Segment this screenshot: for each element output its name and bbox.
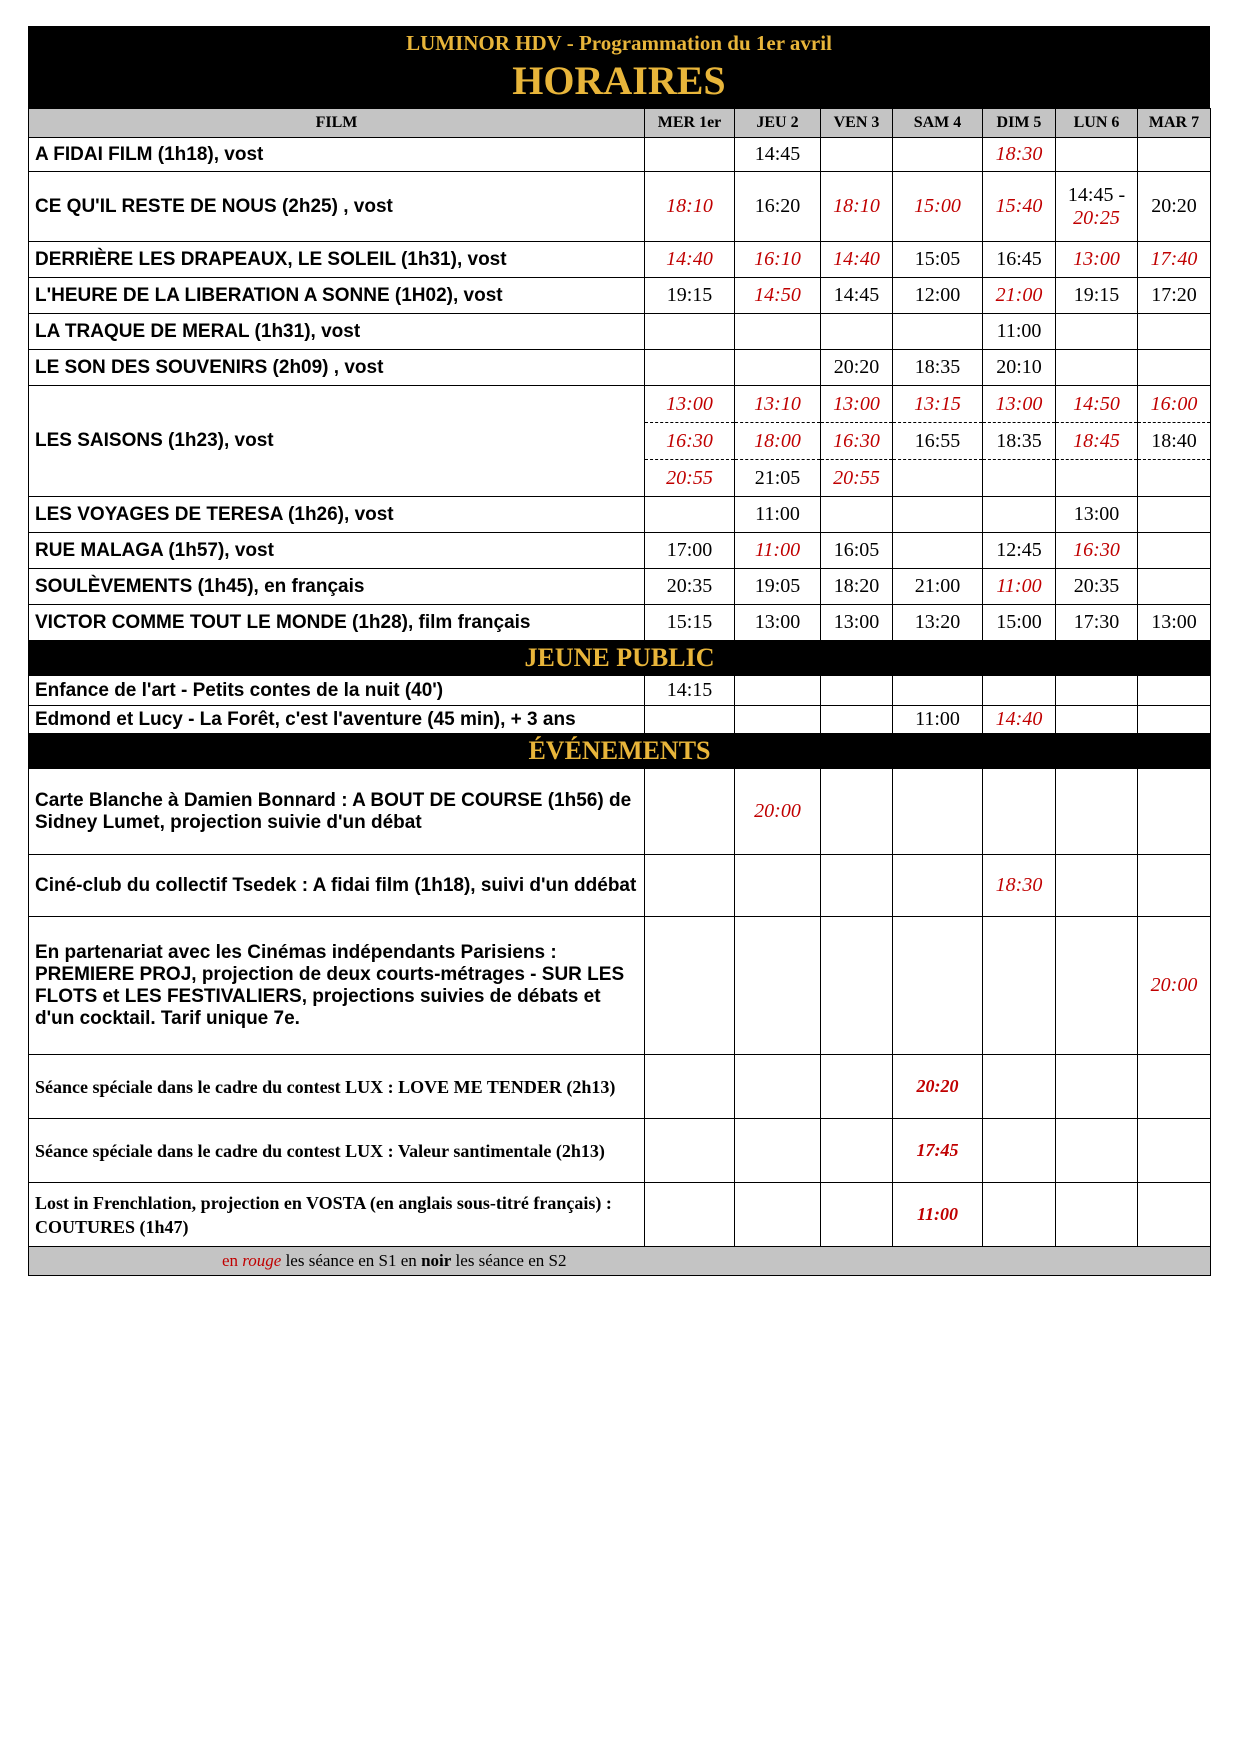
- showtime-cell: [893, 676, 983, 706]
- showtime-cell: [983, 172, 1056, 242]
- table-row: [29, 350, 1211, 386]
- showtime: [983, 460, 1055, 496]
- table-row: [29, 706, 1211, 734]
- showtime: 11:00: [755, 503, 800, 525]
- showtime-cell: [1138, 314, 1211, 350]
- header-title: HORAIRES: [512, 58, 726, 103]
- showtime-cell: [983, 350, 1056, 386]
- showtime-cell: [1056, 1119, 1138, 1183]
- showtime-cell: [983, 676, 1056, 706]
- showtime-cell: [893, 1183, 983, 1247]
- showtime: 14:45: [833, 284, 880, 306]
- showtime-cell: [735, 138, 821, 172]
- showtime-cell: [1138, 497, 1211, 533]
- showtime: 15:05: [914, 248, 961, 270]
- col-dim: DIM 5: [983, 109, 1056, 138]
- showtime-cell: [893, 569, 983, 605]
- showtime-cell: [735, 386, 821, 497]
- showtime-cell: [645, 533, 735, 569]
- showtime-cell: [1056, 242, 1138, 278]
- showtime: 11:00: [915, 708, 960, 730]
- table-row: [29, 172, 1211, 242]
- table-row: [29, 1183, 1211, 1247]
- showtime-cell: [821, 314, 893, 350]
- film-title: LA TRAQUE DE MERAL (1h31), vost: [29, 314, 645, 350]
- table-row: [29, 314, 1211, 350]
- showtime: 13:00: [754, 611, 801, 633]
- showtime: 14:40: [833, 248, 880, 270]
- legend-noir: noir: [421, 1251, 452, 1270]
- evenements-section: [29, 734, 1211, 769]
- showtime-cell: [893, 386, 983, 497]
- showtime: 16:30: [645, 423, 734, 460]
- table-row: [29, 533, 1211, 569]
- film-title: DERRIÈRE LES DRAPEAUX, LE SOLEIL (1h31), vost: [29, 242, 645, 278]
- showtime-cell: [821, 569, 893, 605]
- evenements-label: ÉVÉNEMENTS: [29, 734, 1211, 769]
- showtime-cell: [645, 605, 735, 641]
- showtime-cell: [1056, 1055, 1138, 1119]
- showtime-cell: [893, 917, 983, 1055]
- showtime: 13:00: [833, 611, 880, 633]
- table-row: [29, 569, 1211, 605]
- section-header: [29, 641, 1211, 676]
- showtime-cell: [735, 350, 821, 386]
- film-title: VICTOR COMME TOUT LE MONDE (1h28), film français: [29, 605, 645, 641]
- showtime: 20:35: [666, 575, 713, 597]
- showtime: 13:10: [735, 386, 820, 423]
- showtime-cell: [1138, 605, 1211, 641]
- showtime-cell: [893, 138, 983, 172]
- showtime-cell: [735, 242, 821, 278]
- showtime-cell: [1056, 769, 1138, 855]
- showtime-cell: [821, 386, 893, 497]
- showtime-cell: [645, 569, 735, 605]
- showtime: 14:45: [754, 143, 801, 165]
- showtime: 15:00: [996, 611, 1042, 633]
- showtime-cell: [645, 769, 735, 855]
- showtime: 16:10: [754, 248, 801, 270]
- showtime: 12:45: [996, 539, 1042, 561]
- showtime-cell: [645, 278, 735, 314]
- showtime-cell: [645, 172, 735, 242]
- showtime-cell: [735, 569, 821, 605]
- showtime-cell: [983, 138, 1056, 172]
- showtime: 18:10: [833, 195, 880, 217]
- showtime-cell: [645, 242, 735, 278]
- showtime-cell: [645, 855, 735, 917]
- showtime: 17:20: [1151, 284, 1197, 306]
- showtime: 11:00: [916, 1204, 958, 1224]
- showtime-cell: [983, 855, 1056, 917]
- showtime-cell: [893, 350, 983, 386]
- showtime-cell: [821, 917, 893, 1055]
- showtime-cell: [821, 676, 893, 706]
- showtime-cell: [983, 769, 1056, 855]
- film-title: Ciné-club du collectif Tsedek : A fidai film (1h18), suivi d'un ddébat: [29, 855, 645, 917]
- showtime-cell: [1138, 706, 1211, 734]
- showtime-cell: [1138, 569, 1211, 605]
- showtime-cell: [735, 1183, 821, 1247]
- showtime-cell: [893, 855, 983, 917]
- film-title: LES SAISONS (1h23), vost: [29, 386, 645, 497]
- showtime-cell: [893, 533, 983, 569]
- film-title: Carte Blanche à Damien Bonnard : A BOUT DE COURSE (1h56) de Sidney Lumet, projection suivie d'un débat: [29, 769, 645, 855]
- showtime: 18:35: [983, 423, 1055, 460]
- showtime-cell: [821, 278, 893, 314]
- showtime: 18:40: [1138, 423, 1210, 460]
- table-row: [29, 278, 1211, 314]
- showtime-cell: [1056, 855, 1138, 917]
- legend-row: [29, 1247, 1211, 1276]
- showtime: 13:00: [983, 386, 1055, 423]
- showtime-cell: [821, 533, 893, 569]
- showtime-cell: [1138, 278, 1211, 314]
- film-title: Séance spéciale dans le cadre du contest LUX : Valeur santimentale (2h13): [29, 1119, 645, 1183]
- showtime-cell: [1056, 676, 1138, 706]
- showtime: 20:25: [1073, 206, 1120, 229]
- showtime-cell: [893, 314, 983, 350]
- showtime: 12:00: [914, 284, 961, 306]
- showtime: 17:45: [916, 1140, 959, 1160]
- showtime-cell: [1138, 1119, 1211, 1183]
- film-title: LES VOYAGES DE TERESA (1h26), vost: [29, 497, 645, 533]
- showtime-cell: [1056, 1183, 1138, 1247]
- showtime-cell: [983, 917, 1056, 1055]
- showtime-cell: [983, 1055, 1056, 1119]
- showtime: [1056, 460, 1137, 496]
- col-ven: VEN 3: [821, 109, 893, 138]
- showtime: 16:05: [833, 539, 880, 561]
- showtime-cell: [1138, 386, 1211, 497]
- showtime-cell: [1138, 676, 1211, 706]
- showtime: 15:00: [914, 195, 961, 217]
- showtime-cell: [735, 1055, 821, 1119]
- showtime: 17:00: [666, 539, 713, 561]
- showtime-cell: [821, 350, 893, 386]
- table-row: [29, 386, 1211, 497]
- showtime-cell: [983, 533, 1056, 569]
- film-title: Enfance de l'art - Petits contes de la nuit (40'): [29, 676, 645, 706]
- showtime: 21:05: [754, 467, 801, 489]
- showtime-cell: [893, 278, 983, 314]
- col-film: FILM: [29, 109, 645, 138]
- showtime-cell: [735, 855, 821, 917]
- table-row: [29, 855, 1211, 917]
- showtime: 18:45: [1056, 423, 1137, 460]
- showtime-cell: [893, 172, 983, 242]
- showtime-cell: [735, 769, 821, 855]
- showtime-cell: [893, 497, 983, 533]
- showtime-cell: [893, 605, 983, 641]
- showtime-cell: [893, 769, 983, 855]
- col-lun: LUN 6: [1056, 109, 1138, 138]
- showtime-cell: [893, 242, 983, 278]
- showtime: 19:15: [1073, 284, 1120, 306]
- showtime: 16:30: [821, 423, 892, 460]
- showtime-cell: [1056, 497, 1138, 533]
- film-title: RUE MALAGA (1h57), vost: [29, 533, 645, 569]
- showtime-cell: [645, 350, 735, 386]
- showtime: 14:50: [1056, 386, 1137, 423]
- showtime-cell: [893, 1119, 983, 1183]
- showtime-cell: [1056, 278, 1138, 314]
- showtime: 20:20: [833, 356, 880, 378]
- films-body: [29, 138, 1211, 641]
- showtime: 13:00: [645, 386, 734, 423]
- showtime: 20:00: [1150, 974, 1198, 996]
- schedule-table: [28, 108, 1211, 1276]
- showtime: 21:00: [995, 284, 1043, 306]
- showtime: 16:55: [893, 423, 982, 460]
- showtime-cell: [1056, 350, 1138, 386]
- showtime-cell: [645, 1119, 735, 1183]
- showtime: 14:45 -: [1067, 183, 1126, 206]
- showtime: 19:15: [666, 284, 713, 306]
- showtime-cell: [1138, 1055, 1211, 1119]
- showtime: 11:00: [754, 539, 801, 561]
- showtime: 15:15: [666, 611, 713, 633]
- showtime-cell: [1138, 350, 1211, 386]
- showtime: 13:00: [821, 386, 892, 423]
- showtime-cell: [821, 605, 893, 641]
- showtime-cell: [645, 1183, 735, 1247]
- film-title: En partenariat avec les Cinémas indépendants Parisiens : PREMIERE PROJ, projection de deux courts-métrages - SUR LES FLOTS et LES FESTIVALIERS, projections suivies de débats et d'un cocktail. Tarif unique 7e.: [29, 917, 645, 1055]
- showtime: 20:55: [666, 467, 713, 489]
- showtime-cell: [821, 138, 893, 172]
- col-mar: MAR 7: [1138, 109, 1211, 138]
- showtime-cell: [821, 855, 893, 917]
- showtime-cell: [983, 605, 1056, 641]
- legend-rouge: rouge: [242, 1251, 282, 1270]
- showtime-cell: [1056, 172, 1138, 242]
- showtime-cell: [645, 138, 735, 172]
- film-title: Lost in Frenchlation, projection en VOSTA (en anglais sous-titré français) : COUTURES (1h47): [29, 1183, 645, 1247]
- showtime: 13:00: [1073, 248, 1120, 270]
- section-header: [29, 734, 1211, 769]
- showtime-cell: [1138, 917, 1211, 1055]
- showtime: 20:35: [1073, 575, 1120, 597]
- showtime-cell: [735, 497, 821, 533]
- table-row: [29, 1119, 1211, 1183]
- showtime-cell: [983, 314, 1056, 350]
- film-title: CE QU'IL RESTE DE NOUS (2h25) , vost: [29, 172, 645, 242]
- showtime-cell: [1138, 1183, 1211, 1247]
- showtime: 18:00: [735, 423, 820, 460]
- showtime-cell: [983, 1183, 1056, 1247]
- showtime-cell: [1056, 386, 1138, 497]
- showtime-cell: [983, 242, 1056, 278]
- showtime: 15:40: [995, 195, 1043, 217]
- showtime: 13:15: [893, 386, 982, 423]
- showtime: [893, 460, 982, 496]
- showtime: 17:40: [1150, 248, 1198, 270]
- showtime-cell: [1056, 138, 1138, 172]
- showtime-cell: [1138, 769, 1211, 855]
- showtime-cell: [821, 1119, 893, 1183]
- showtime-cell: [821, 497, 893, 533]
- legend: en rouge les séance en S1 en noir les séance en S2: [29, 1247, 1211, 1276]
- showtime: 13:00: [1151, 611, 1197, 633]
- film-title: A FIDAI FILM (1h18), vost: [29, 138, 645, 172]
- showtime-cell: [645, 706, 735, 734]
- showtime-cell: [1138, 138, 1211, 172]
- showtime: 11:00: [996, 575, 1042, 597]
- showtime: 16:20: [754, 195, 801, 217]
- schedule-sheet: [28, 26, 1210, 1276]
- showtime-cell: [1056, 605, 1138, 641]
- col-mer: MER 1er: [645, 109, 735, 138]
- showtime: 14:40: [666, 248, 713, 270]
- table-row: [29, 676, 1211, 706]
- table-row: [29, 242, 1211, 278]
- table-row: [29, 917, 1211, 1055]
- showtime-cell: [1138, 172, 1211, 242]
- film-title: Edmond et Lucy - La Forêt, c'est l'aventure (45 min), + 3 ans: [29, 706, 645, 734]
- showtime: 19:05: [754, 575, 801, 597]
- showtime-cell: [821, 172, 893, 242]
- showtime: [1138, 460, 1210, 496]
- showtime-cell: [1056, 706, 1138, 734]
- film-title: Séance spéciale dans le cadre du contest LUX : LOVE ME TENDER (2h13): [29, 1055, 645, 1119]
- showtime: 14:15: [666, 679, 713, 701]
- showtime: 18:20: [833, 575, 880, 597]
- showtime-cell: [645, 1055, 735, 1119]
- showtime-cell: [983, 386, 1056, 497]
- showtime: 16:45: [996, 248, 1042, 270]
- showtime-cell: [735, 172, 821, 242]
- table-row: [29, 497, 1211, 533]
- showtime: 21:00: [914, 575, 961, 597]
- col-jeu: JEU 2: [735, 109, 821, 138]
- showtime: 18:30: [995, 143, 1043, 165]
- showtime-cell: [821, 706, 893, 734]
- showtime-cell: [821, 1183, 893, 1247]
- header-row: [29, 109, 1211, 138]
- showtime: 20:20: [916, 1076, 959, 1096]
- showtime: 13:20: [914, 611, 961, 633]
- showtime-cell: [735, 706, 821, 734]
- showtime-cell: [645, 676, 735, 706]
- showtime: 18:30: [995, 874, 1043, 896]
- showtime-cell: [1056, 569, 1138, 605]
- showtime-cell: [735, 533, 821, 569]
- showtime-cell: [893, 1055, 983, 1119]
- showtime-cell: [1056, 533, 1138, 569]
- film-title: LE SON DES SOUVENIRS (2h09) , vost: [29, 350, 645, 386]
- showtime-cell: [983, 497, 1056, 533]
- showtime-cell: [735, 676, 821, 706]
- showtime-cell: [983, 1119, 1056, 1183]
- showtime-cell: [983, 278, 1056, 314]
- showtime: 18:35: [914, 356, 961, 378]
- showtime: 13:00: [1073, 503, 1120, 525]
- table-row: [29, 138, 1211, 172]
- showtime-cell: [645, 386, 735, 497]
- showtime-cell: [821, 769, 893, 855]
- showtime-cell: [1138, 533, 1211, 569]
- showtime: 14:50: [754, 284, 801, 306]
- table-row: [29, 769, 1211, 855]
- showtime-cell: [735, 1119, 821, 1183]
- header-subtitle: LUMINOR HDV - Programmation du 1er avril: [406, 31, 832, 55]
- showtime-cell: [1138, 855, 1211, 917]
- evenements-body: [29, 769, 1211, 1247]
- showtime: 11:00: [996, 320, 1042, 342]
- showtime: 20:10: [996, 356, 1042, 378]
- showtime-cell: [983, 569, 1056, 605]
- col-sam: SAM 4: [893, 109, 983, 138]
- showtime-cell: [645, 497, 735, 533]
- jeune-public-section: [29, 641, 1211, 676]
- showtime-cell: [735, 278, 821, 314]
- showtime: 16:30: [1073, 539, 1120, 561]
- showtime-cell: [735, 917, 821, 1055]
- showtime-cell: [893, 706, 983, 734]
- showtime-cell: [1138, 242, 1211, 278]
- showtime-cell: [735, 605, 821, 641]
- showtime: 16:00: [1138, 386, 1210, 423]
- showtime-cell: [821, 242, 893, 278]
- showtime-cell: [645, 917, 735, 1055]
- showtime: 20:00: [754, 800, 801, 822]
- showtime: 20:55: [833, 467, 880, 489]
- showtime-cell: [1056, 917, 1138, 1055]
- showtime: 20:20: [1151, 195, 1197, 217]
- header-banner: [28, 26, 1210, 108]
- film-title: L'HEURE DE LA LIBERATION A SONNE (1H02), vost: [29, 278, 645, 314]
- table-row: [29, 1055, 1211, 1119]
- jeune-public-label: JEUNE PUBLIC: [29, 641, 1211, 676]
- showtime: 17:30: [1073, 611, 1120, 633]
- showtime-cell: [735, 314, 821, 350]
- jeune-public-body: [29, 676, 1211, 734]
- film-title: SOULÈVEMENTS (1h45), en français: [29, 569, 645, 605]
- showtime-cell: [645, 314, 735, 350]
- showtime: 14:40: [995, 708, 1043, 730]
- showtime-cell: [983, 706, 1056, 734]
- table-row: [29, 605, 1211, 641]
- showtime: 18:10: [666, 195, 713, 217]
- showtime-cell: [1056, 314, 1138, 350]
- showtime-cell: [821, 1055, 893, 1119]
